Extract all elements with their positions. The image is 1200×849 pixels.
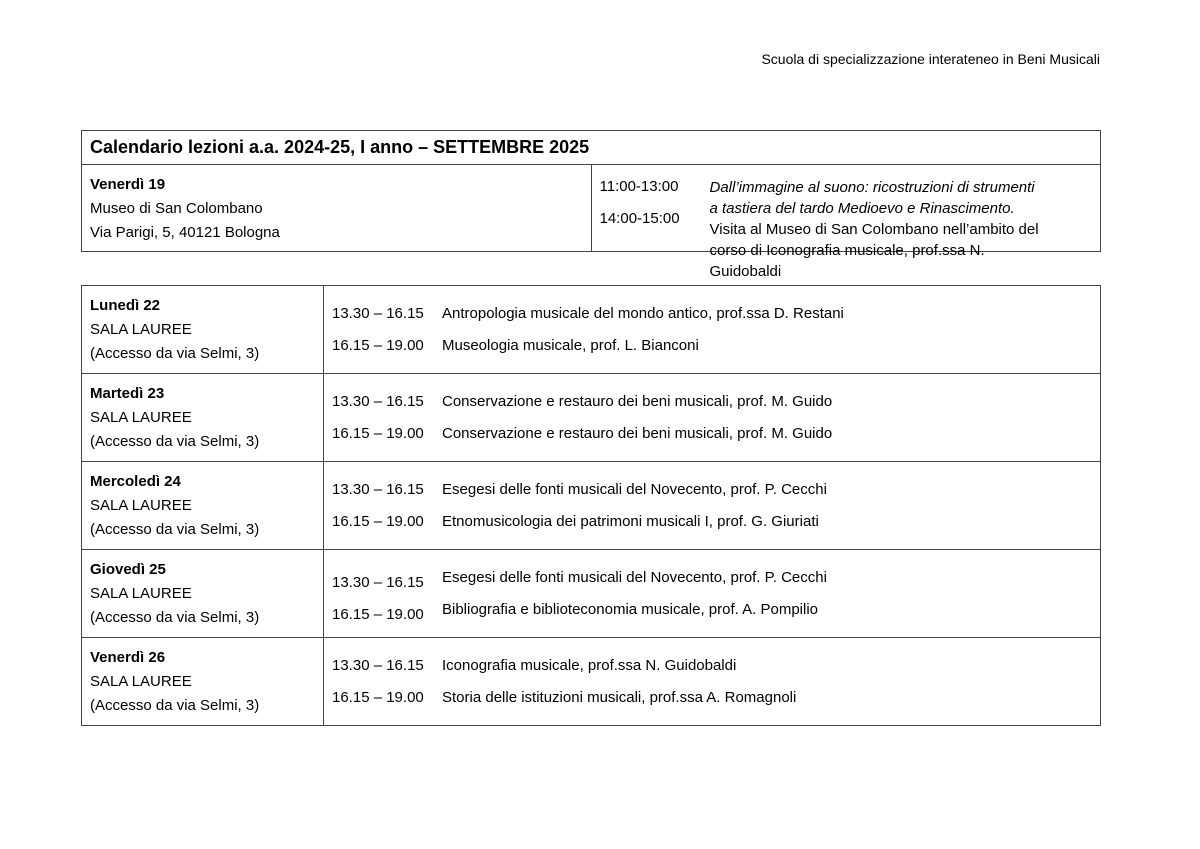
time-slot: 16.15 – 19.00: [332, 689, 424, 706]
time-slot: 14:00-15:00: [599, 210, 680, 227]
course-name: Conservazione e restauro dei beni musicali, prof. M. Guido: [442, 393, 833, 410]
time-slot: 13.30 – 16.15: [332, 481, 424, 498]
day-name: Martedì 23: [90, 385, 165, 402]
time-slot: 16.15 – 19.00: [332, 513, 424, 530]
slots-cell: [324, 638, 1101, 726]
slots-cell: [324, 374, 1101, 462]
course-name: Storia delle istituzioni musicali, prof.ssa A. Romagnoli: [442, 689, 797, 706]
time-slot: 13.30 – 16.15: [332, 393, 424, 410]
day-cell: [82, 638, 324, 726]
day-cell: [82, 374, 324, 462]
time-slot: 16.15 – 19.00: [332, 606, 424, 623]
course-name: Museologia musicale, prof. L. Bianconi: [442, 337, 699, 354]
day-name: Venerdì 26: [90, 649, 166, 666]
slots-cell: [324, 286, 1101, 374]
room-name: SALA LAUREE: [90, 673, 192, 690]
room-name: SALA LAUREE: [90, 321, 192, 338]
day-row: [82, 374, 1101, 462]
course-name: Antropologia musicale del mondo antico, prof.ssa D. Restani: [442, 305, 844, 322]
course-name: Etnomusicologia dei patrimoni musicali I, prof. G. Giuriati: [442, 513, 819, 530]
visit-description: [710, 177, 1041, 282]
day-cell: [82, 462, 324, 550]
venue-address: Via Parigi, 5, 40121 Bologna: [90, 224, 280, 241]
time-slot: 13.30 – 16.15: [332, 305, 424, 322]
room-access: (Accesso da via Selmi, 3): [90, 521, 260, 538]
day-cell: [82, 286, 324, 374]
day-name: Giovedì 25: [90, 561, 166, 578]
time-slot: 13.30 – 16.15: [332, 657, 424, 674]
header-school-name: Scuola di specializzazione interateneo in Beni Musicali: [761, 51, 1100, 67]
visit-title: Dall’immagine al suono: ricostruzioni di strumenti a tastiera del tardo Medioevo e Rinascimento.: [709, 179, 1035, 217]
room-name: SALA LAUREE: [90, 497, 192, 514]
room-name: SALA LAUREE: [90, 409, 192, 426]
day-row: [82, 286, 1101, 374]
day-cell: [82, 550, 324, 638]
time-slot: 16.15 – 19.00: [332, 337, 424, 354]
intro-slot-cell: [591, 165, 1101, 280]
course-name: Esegesi delle fonti musicali del Novecento, prof. P. Cecchi: [442, 481, 827, 498]
intro-row: [82, 165, 1101, 252]
day-row: [82, 462, 1101, 550]
time-list: [600, 177, 680, 241]
week-table: [81, 285, 1101, 726]
day-row: [82, 638, 1101, 726]
time-slot: 11:00-13:00: [599, 178, 679, 195]
day-name: Lunedì 22: [90, 297, 161, 314]
course-name: Conservazione e restauro dei beni musicali, prof. M. Guido: [442, 425, 833, 442]
visit-details: Visita al Museo di San Colombano nell’ambito del corso di Iconografia musicale, prof.ssa N. Guidobaldi: [709, 221, 1039, 280]
room-access: (Accesso da via Selmi, 3): [90, 609, 260, 626]
room-name: SALA LAUREE: [90, 585, 192, 602]
room-access: (Accesso da via Selmi, 3): [90, 697, 260, 714]
room-access: (Accesso da via Selmi, 3): [90, 433, 260, 450]
calendar-title: Calendario lezioni a.a. 2024-25, I anno – SETTEMBRE 2025: [82, 131, 1101, 165]
day-name: Mercoledì 24: [90, 473, 181, 490]
intro-day-cell: [82, 165, 592, 252]
day-row: [82, 550, 1101, 638]
room-access: (Accesso da via Selmi, 3): [90, 345, 260, 362]
time-slot: 16.15 – 19.00: [332, 425, 424, 442]
intro-table: [81, 130, 1101, 280]
venue-name: Museo di San Colombano: [90, 200, 263, 217]
course-name: Bibliografia e biblioteconomia musicale, prof. A. Pompilio: [442, 601, 819, 618]
slots-cell: [324, 550, 1101, 638]
course-name: Iconografia musicale, prof.ssa N. Guidobaldi: [442, 657, 737, 674]
time-slot: 13.30 – 16.15: [332, 574, 424, 591]
course-name: Esegesi delle fonti musicali del Novecento, prof. P. Cecchi: [442, 569, 827, 586]
slots-cell: [324, 462, 1101, 550]
day-name: Venerdì 19: [90, 176, 166, 193]
